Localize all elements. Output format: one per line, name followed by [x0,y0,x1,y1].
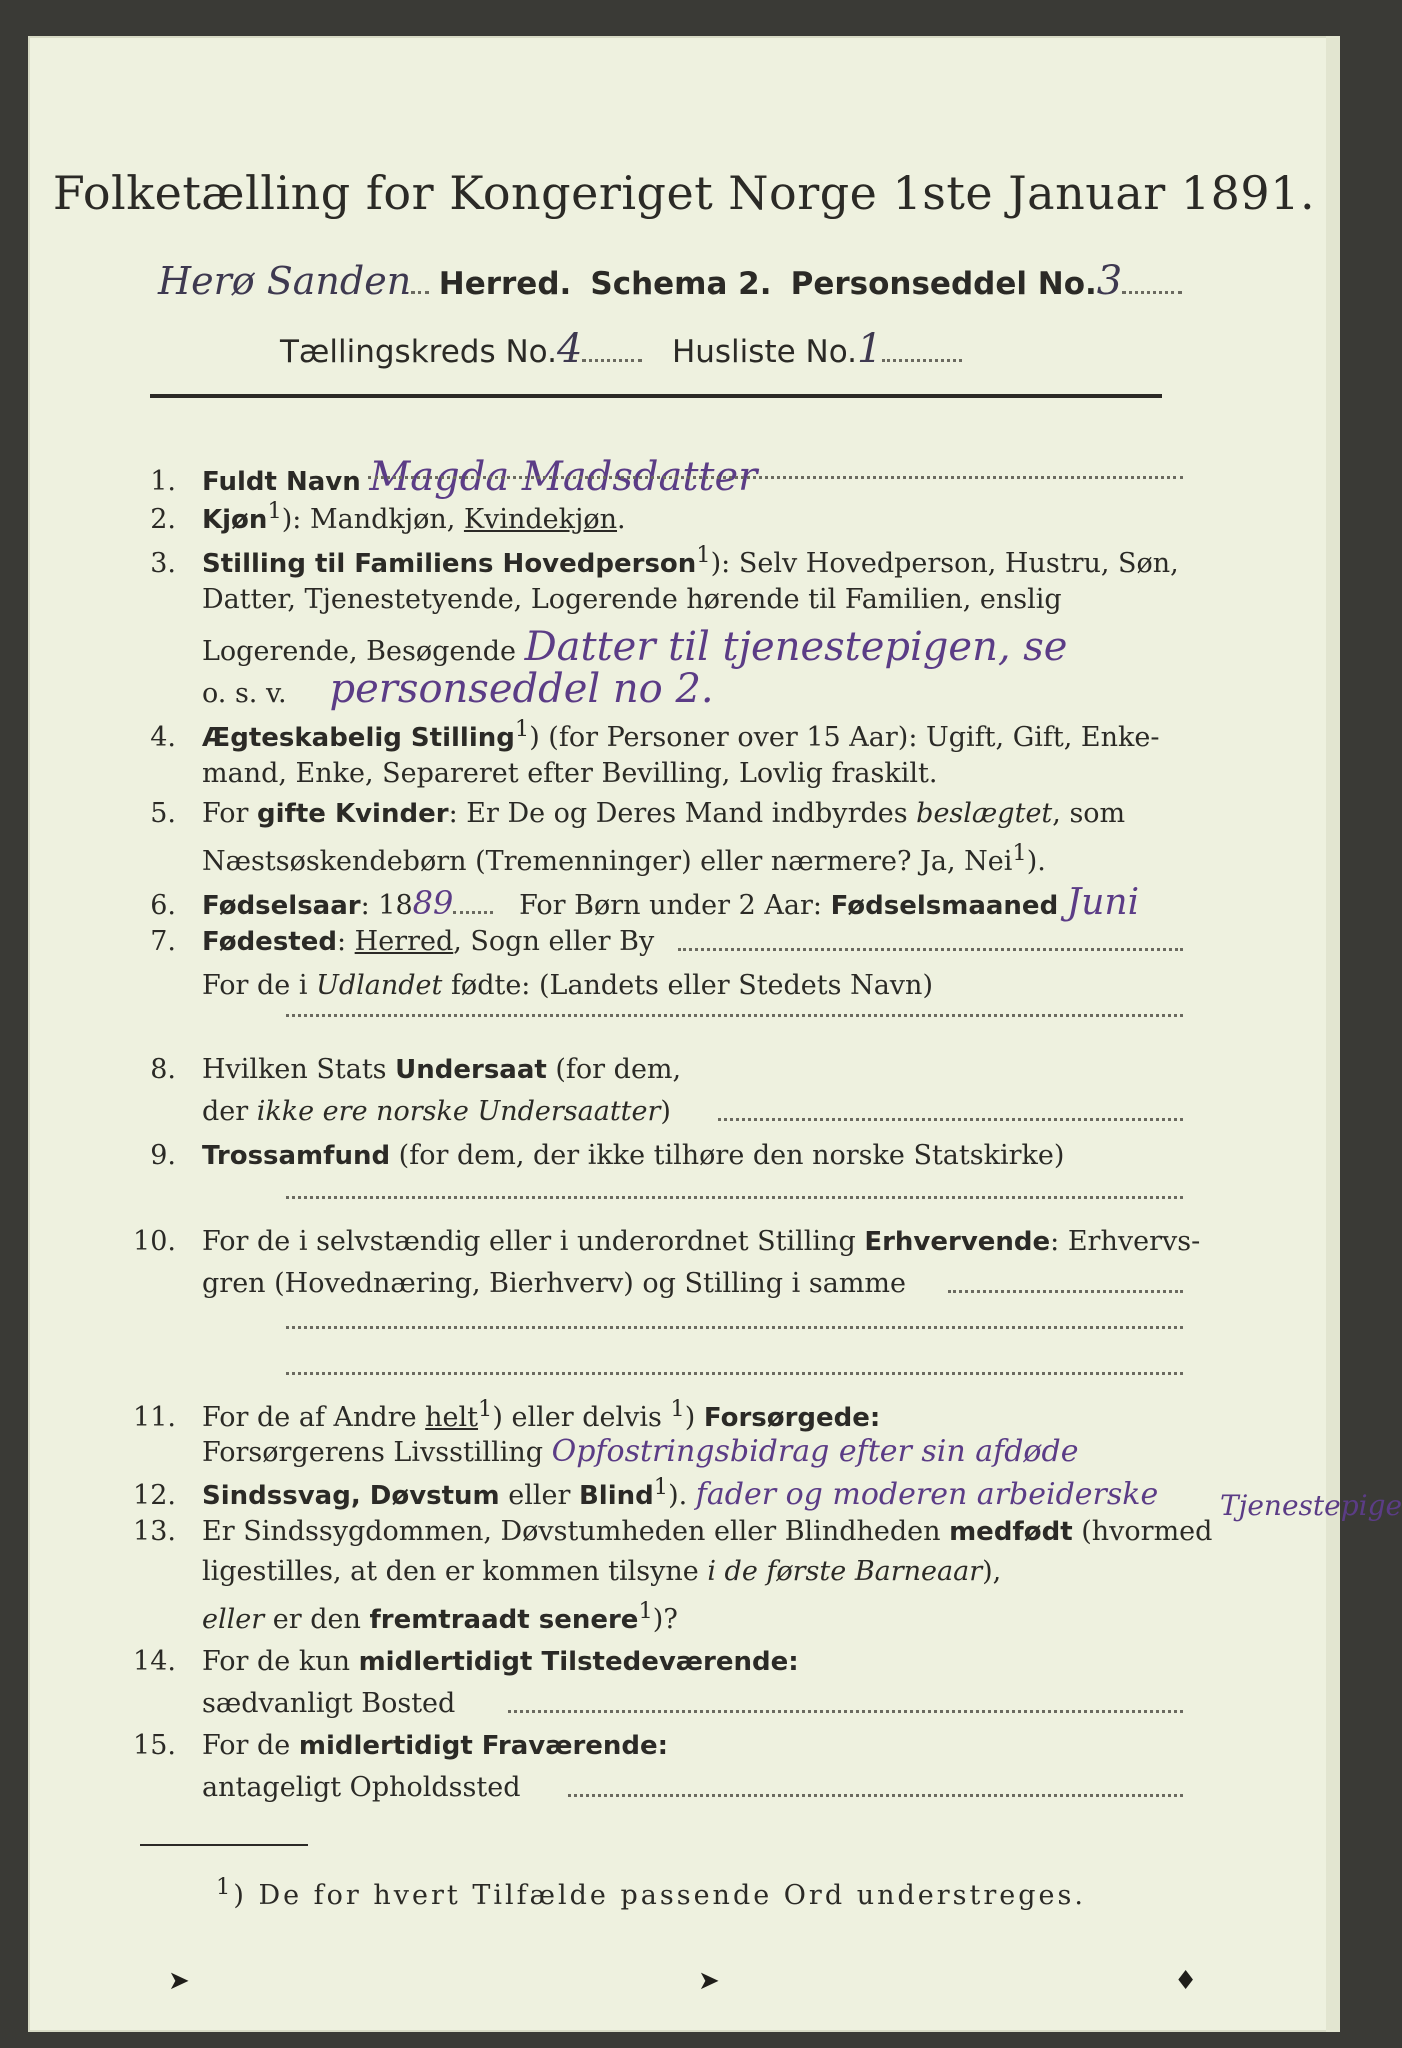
item-12: 12. Sindssvag, Døvstum eller Blind$^1$). fader og moderen arbeiderske [133,1474,1159,1512]
margin-note-handwritten: Tjenestepige [1220,1489,1402,1522]
personseddel-number: 3 [1096,258,1123,304]
parents-handwritten: fader og moderen arbeiderske [695,1477,1159,1512]
fill-line [948,1290,1183,1293]
stilling-handwritten-1: Datter til tjenestepigen, se [524,624,1068,670]
fill-line [286,1372,1183,1375]
fill-line [508,1710,1183,1713]
kreds-number: 4 [556,326,583,372]
forsorger-handwritten: Opfostringsbidrag efter sin afdøde [551,1434,1079,1469]
item-3-line-2: Datter, Tjenestetyende, Logerende hørende til Familien, enslig [202,584,1062,615]
item-5: 5. For gifte Kvinder: Er De og Deres Mand indbyrdes beslægtet, som [150,798,1126,829]
item-2: 2. Kjøn$^1$): Mandkjøn, Kvindekjøn. [150,498,626,535]
label-fuldt-navn: Fuldt Navn [202,467,361,497]
fill-line [678,948,1183,951]
footnote: $^1$) De for hvert Tilfælde passende Ord understreges. [216,1874,1086,1911]
birth-month-handwritten: Juni [1066,882,1140,923]
item-7: 7. Fødested: Herred, Sogn eller By [150,926,655,957]
item-10: 10. For de i selvstændig eller i underordnet Stilling Erhvervende: Erhvervs- [133,1226,1201,1257]
punch-mark-icon: ♦ [1174,1966,1198,1996]
item-11: 11. For de af Andre helt$^1$) eller delvis $^1$) Forsørgede: [133,1396,881,1433]
husliste-number: 1 [856,326,883,372]
herred-label: Herred. [438,266,572,302]
item-3-line-4: o. s. v. personseddel no 2. [202,666,714,712]
form-title: Folketælling for Kongeriget Norge 1ste Januar 1891. [52,166,1316,220]
item-13: 13. Er Sindssygdommen, Døvstumheden eller Blindheden medfødt (hvormed [133,1516,1213,1547]
item-5-line-2: Næstsøskendebørn (Tremenninger) eller nærmere? Ja, Nei$^1$). [202,840,1046,877]
item-7-line-2: For de i Udlandet fødte: (Landets eller Stedets Navn) [202,970,933,1001]
item-15: 15. For de midlertidigt Fraværende: [133,1730,669,1761]
fill-line [286,1014,1183,1017]
punch-mark-icon: ➤ [168,1966,190,1996]
fill-line [368,476,1183,479]
husliste-label: Husliste No. [671,334,857,370]
item-15-line-2: antageligt Opholdssted [202,1772,521,1803]
item-11-line-2: Forsørgerens Livsstilling Opfostringsbidrag efter sin afdøde [202,1434,1079,1469]
item-8-line-2: der ikke ere norske Undersaatter) [202,1096,671,1127]
kreds-line [280,326,962,372]
item-14-line-2: sædvanligt Bosted [202,1688,456,1719]
birth-year-handwritten: 89 [412,884,454,922]
header-rule [150,394,1162,398]
item-6: 6. Fødselsaar: 1889 For Børn under 2 Aar: Fødselsmaaned Juni [150,882,1140,923]
herred-handwritten: Herø Sanden [158,259,412,303]
paper-edge [1326,36,1340,2032]
stilling-handwritten-2: personseddel no 2. [329,666,714,712]
item-8: 8. Hvilken Stats Undersaat (for dem, [150,1054,682,1085]
herred-line [158,258,1182,304]
item-10-line-2: gren (Hovednæring, Bierhverv) og Stilling i samme [202,1268,907,1299]
footnote-rule [140,1844,308,1846]
punch-mark-icon: ➤ [698,1966,720,1996]
item-13-line-2: ligestilles, at den er kommen tilsyne i de første Barneaar), [202,1556,1002,1587]
fill-line [286,1196,1183,1199]
item-1: 1. Fuldt Navn Magda Madsdatter [150,454,758,500]
item-9: 9. Trossamfund (for dem, der ikke tilhøre den norske Statskirke) [150,1140,1065,1171]
item-3: 3. Stilling til Familiens Hovedperson$^1$): Selv Hovedperson, Hustru, Søn, [150,542,1179,579]
item-4-line-2: mand, Enke, Separeret efter Bevilling, Lovlig fraskilt. [202,758,938,789]
item-13-line-3: eller er den fremtraadt senere$^1$)? [202,1598,678,1635]
item-14: 14. For de kun midlertidigt Tilstedeværende: [133,1646,799,1677]
census-form-sheet [28,36,1402,2032]
schema-label: Schema 2. [590,266,772,302]
kvindekjon-underlined: Kvindekjøn [463,504,618,535]
kreds-label: Tællingskreds No. [280,334,557,370]
item-3-line-3: Logerende, Besøgende Datter til tjenestepigen, se [202,624,1068,670]
fill-line [286,1326,1183,1329]
name-handwritten: Magda Madsdatter [369,454,758,500]
fill-line [568,1794,1183,1797]
item-4: 4. Ægteskabelig Stilling$^1$) (for Personer over 15 Aar): Ugift, Gift, Enke- [150,716,1160,753]
fill-line [718,1118,1183,1121]
personseddel-label: Personseddel No. [790,266,1097,302]
